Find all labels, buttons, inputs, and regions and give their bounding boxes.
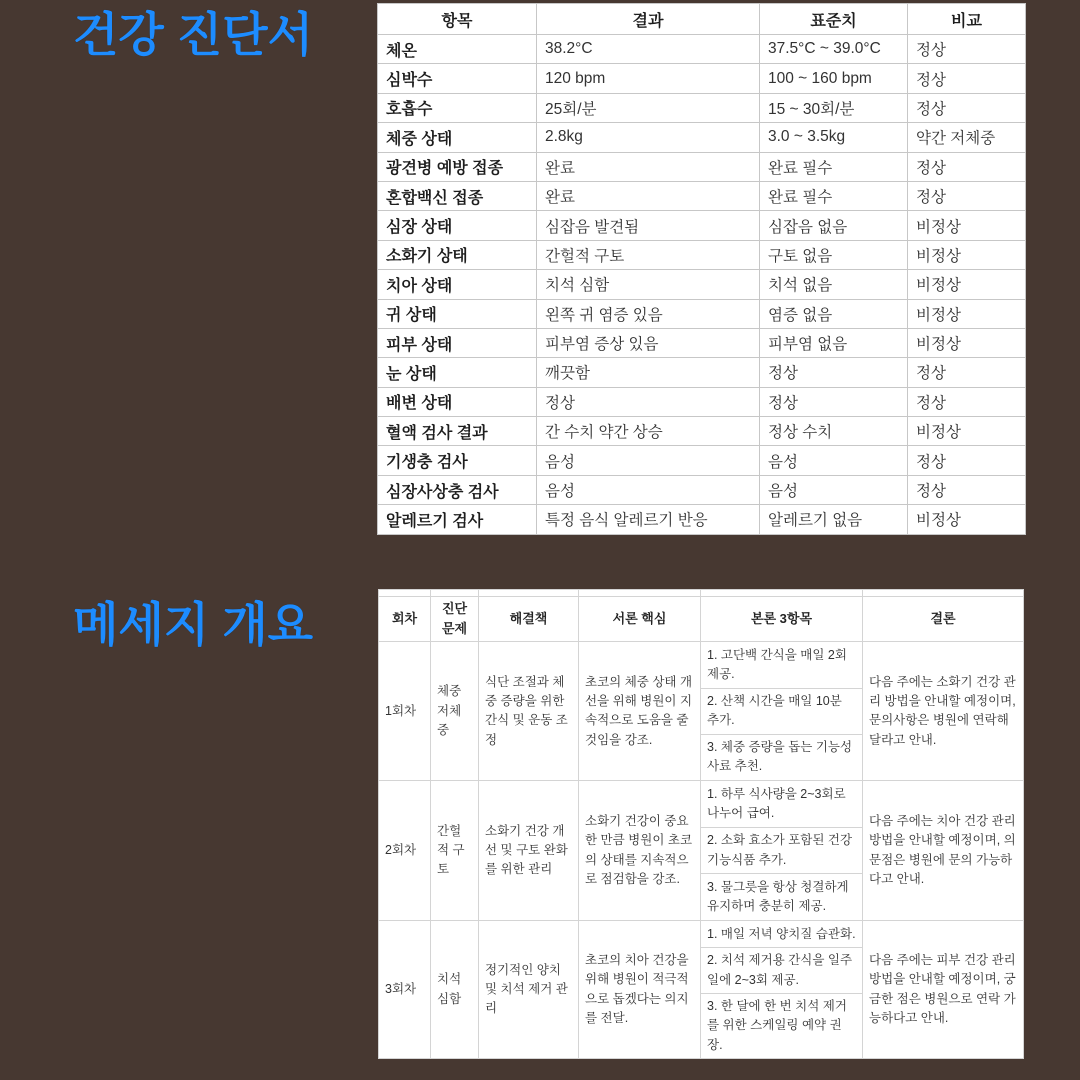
health-standard-cell: 피부염 없음 (760, 328, 908, 357)
message-solution-cell: 소화기 건강 개선 및 구토 완화를 위한 관리 (479, 781, 579, 921)
message-partial-cell (701, 590, 863, 597)
health-item-cell: 호흡수 (378, 93, 537, 122)
health-comparison-cell: 비정상 (908, 211, 1026, 240)
message-header-cell: 회차 (379, 597, 431, 642)
health-item-cell: 심장사상충 검사 (378, 475, 537, 504)
health-item-cell: 알레르기 검사 (378, 505, 537, 534)
message-table-partial-row (379, 590, 1024, 597)
message-partial-cell (379, 590, 431, 597)
message-body-item: 1. 매일 저녁 양치질 습관화. (707, 926, 856, 941)
health-standard-cell: 완료 필수 (760, 181, 908, 210)
health-standard-cell: 정상 수치 (760, 417, 908, 446)
health-standard-cell: 정상 (760, 358, 908, 387)
message-overview-title: 메세지 개요 (73, 598, 314, 651)
health-standard-cell: 심잡음 없음 (760, 211, 908, 240)
message-intro-cell: 초코의 치아 건강을 위해 병원이 적극적으로 돕겠다는 의지를 전달. (579, 921, 701, 1059)
health-comparison-cell: 정상 (908, 358, 1026, 387)
message-partial-cell (863, 590, 1024, 597)
health-result-cell: 간헐적 구토 (537, 240, 760, 269)
health-table-row (378, 387, 1026, 416)
health-comparison-cell: 정상 (908, 35, 1026, 64)
message-solution-cell: 식단 조절과 체중 증량을 위한 간식 및 운동 조정 (479, 642, 579, 781)
message-table-row (379, 921, 1024, 1059)
health-table-row (378, 475, 1026, 504)
health-standard-cell: 음성 (760, 446, 908, 475)
health-result-cell: 음성 (537, 446, 760, 475)
health-result-cell: 피부염 증상 있음 (537, 328, 760, 357)
message-body-item: 2. 치석 제거용 간식을 일주일에 2~3회 제공. (701, 947, 862, 993)
message-body-items-list (701, 643, 862, 780)
health-table-row (378, 152, 1026, 181)
health-standard-cell: 37.5°C ~ 39.0°C (760, 35, 908, 64)
message-solution-cell: 정기적인 양치 및 치석 제거 관리 (479, 921, 579, 1059)
message-conclusion-cell: 다음 주에는 피부 건강 관리 방법을 안내할 예정이며, 궁금한 점은 병원으로 연락 가능하다고 안내. (863, 921, 1024, 1059)
health-table-row (378, 358, 1026, 387)
health-item-cell: 혼합백신 접종 (378, 181, 537, 210)
message-body-items-list (701, 922, 862, 1058)
health-table-row (378, 35, 1026, 64)
health-table (377, 3, 1025, 535)
health-standard-cell: 정상 (760, 387, 908, 416)
health-item-cell: 눈 상태 (378, 358, 537, 387)
health-table-row (378, 211, 1026, 240)
health-item-cell: 체중 상태 (378, 123, 537, 152)
message-problem-cell: 간헐적 구토 (431, 781, 479, 921)
message-table (378, 589, 1023, 1059)
health-table-row (378, 270, 1026, 299)
health-table-row (378, 446, 1026, 475)
health-comparison-cell: 정상 (908, 152, 1026, 181)
health-result-cell: 120 bpm (537, 64, 760, 93)
message-body-items-list (701, 782, 862, 920)
health-table-row (378, 181, 1026, 210)
health-standard-cell: 3.0 ~ 3.5kg (760, 123, 908, 152)
health-result-cell: 25회/분 (537, 93, 760, 122)
health-comparison-cell: 비정상 (908, 417, 1026, 446)
health-item-cell: 광견병 예방 접종 (378, 152, 537, 181)
health-result-cell: 완료 (537, 152, 760, 181)
health-result-cell: 치석 심함 (537, 270, 760, 299)
message-partial-cell (431, 590, 479, 597)
health-comparison-cell: 비정상 (908, 299, 1026, 328)
message-session-cell: 2회차 (379, 781, 431, 921)
message-body-items-cell (701, 642, 863, 781)
message-partial-cell (579, 590, 701, 597)
health-item-cell: 기생충 검사 (378, 446, 537, 475)
health-result-cell: 완료 (537, 181, 760, 210)
message-body-item: 3. 한 달에 한 번 치석 제거를 위한 스케일링 예약 권장. (701, 993, 862, 1058)
health-item-cell: 소화기 상태 (378, 240, 537, 269)
health-header-cell: 표준치 (760, 4, 908, 35)
message-body-item: 3. 물그릇을 항상 청결하게 유지하며 충분히 제공. (701, 873, 862, 919)
health-comparison-cell: 정상 (908, 181, 1026, 210)
message-body-item: 2. 소화 효소가 포함된 건강 기능식품 추가. (701, 827, 862, 873)
health-report-title: 건강 진단서 (73, 8, 314, 61)
message-partial-cell (479, 590, 579, 597)
health-standard-cell: 치석 없음 (760, 270, 908, 299)
health-comparison-cell: 정상 (908, 93, 1026, 122)
health-result-cell: 특정 음식 알레르기 반응 (537, 505, 760, 534)
health-comparison-cell: 비정상 (908, 270, 1026, 299)
health-comparison-cell: 비정상 (908, 328, 1026, 357)
health-table-body (378, 35, 1026, 535)
message-table-header-row (379, 597, 1024, 642)
message-body-item: 3. 체중 증량을 돕는 기능성 사료 추천. (701, 734, 862, 780)
health-table-row (378, 299, 1026, 328)
message-header-cell: 서론 핵심 (579, 597, 701, 642)
health-header-cell: 결과 (537, 4, 760, 35)
message-session-cell: 3회차 (379, 921, 431, 1059)
health-result-cell: 왼쪽 귀 염증 있음 (537, 299, 760, 328)
health-item-cell: 귀 상태 (378, 299, 537, 328)
health-standard-cell: 알레르기 없음 (760, 505, 908, 534)
health-result-cell: 정상 (537, 387, 760, 416)
health-standard-cell: 구토 없음 (760, 240, 908, 269)
health-result-cell: 2.8kg (537, 123, 760, 152)
health-standard-cell: 염증 없음 (760, 299, 908, 328)
message-table-body (379, 642, 1024, 1059)
health-table-row (378, 123, 1026, 152)
health-item-cell: 체온 (378, 35, 537, 64)
message-body-items-cell (701, 921, 863, 1059)
health-standard-cell: 음성 (760, 475, 908, 504)
health-header-cell: 비교 (908, 4, 1026, 35)
message-header-cell: 해결책 (479, 597, 579, 642)
message-header-cell: 본론 3항목 (701, 597, 863, 642)
health-result-cell: 깨끗함 (537, 358, 760, 387)
health-comparison-cell: 약간 저체중 (908, 123, 1026, 152)
health-item-cell: 배변 상태 (378, 387, 537, 416)
health-table-header-row (378, 4, 1026, 35)
health-table-row (378, 93, 1026, 122)
message-table-row (379, 781, 1024, 921)
message-intro-cell: 초코의 체중 상태 개선을 위해 병원이 지속적으로 도움을 줄 것임을 강조. (579, 642, 701, 781)
health-comparison-cell: 정상 (908, 446, 1026, 475)
health-result-cell: 간 수치 약간 상승 (537, 417, 760, 446)
message-table-row (379, 642, 1024, 781)
health-comparison-cell: 비정상 (908, 240, 1026, 269)
health-item-cell: 심박수 (378, 64, 537, 93)
message-header-cell: 결론 (863, 597, 1024, 642)
message-session-cell: 1회차 (379, 642, 431, 781)
message-header-cell: 진단 문제 (431, 597, 479, 642)
health-comparison-cell: 정상 (908, 64, 1026, 93)
message-body-item: 1. 고단백 간식을 매일 2회 제공. (707, 647, 847, 682)
message-body-item: 2. 산책 시간을 매일 10분 추가. (701, 688, 862, 734)
health-standard-cell: 완료 필수 (760, 152, 908, 181)
health-standard-cell: 100 ~ 160 bpm (760, 64, 908, 93)
health-comparison-cell: 정상 (908, 387, 1026, 416)
health-table-row (378, 64, 1026, 93)
message-body-items-cell (701, 781, 863, 921)
message-conclusion-cell: 다음 주에는 소화기 건강 관리 방법을 안내할 예정이며, 문의사항은 병원에 연락해 달라고 안내. (863, 642, 1024, 781)
health-comparison-cell: 비정상 (908, 505, 1026, 534)
message-intro-cell: 소화기 건강이 중요한 만큼 병원이 초코의 상태를 지속적으로 점검함을 강조. (579, 781, 701, 921)
message-conclusion-cell: 다음 주에는 치아 건강 관리 방법을 안내할 예정이며, 의문점은 병원에 문의 가능하다고 안내. (863, 781, 1024, 921)
message-body-item: 1. 하루 식사량을 2~3회로 나누어 급여. (707, 787, 846, 821)
health-standard-cell: 15 ~ 30회/분 (760, 93, 908, 122)
health-item-cell: 혈액 검사 결과 (378, 417, 537, 446)
health-table-row (378, 328, 1026, 357)
health-header-cell: 항목 (378, 4, 537, 35)
health-result-cell: 음성 (537, 475, 760, 504)
health-result-cell: 38.2°C (537, 35, 760, 64)
health-item-cell: 치아 상태 (378, 270, 537, 299)
health-item-cell: 피부 상태 (378, 328, 537, 357)
message-problem-cell: 체중 저체중 (431, 642, 479, 781)
health-result-cell: 심잡음 발견됨 (537, 211, 760, 240)
message-problem-cell: 치석 심함 (431, 921, 479, 1059)
health-comparison-cell: 정상 (908, 475, 1026, 504)
health-table-row (378, 240, 1026, 269)
health-table-row (378, 505, 1026, 534)
health-item-cell: 심장 상태 (378, 211, 537, 240)
health-table-row (378, 417, 1026, 446)
